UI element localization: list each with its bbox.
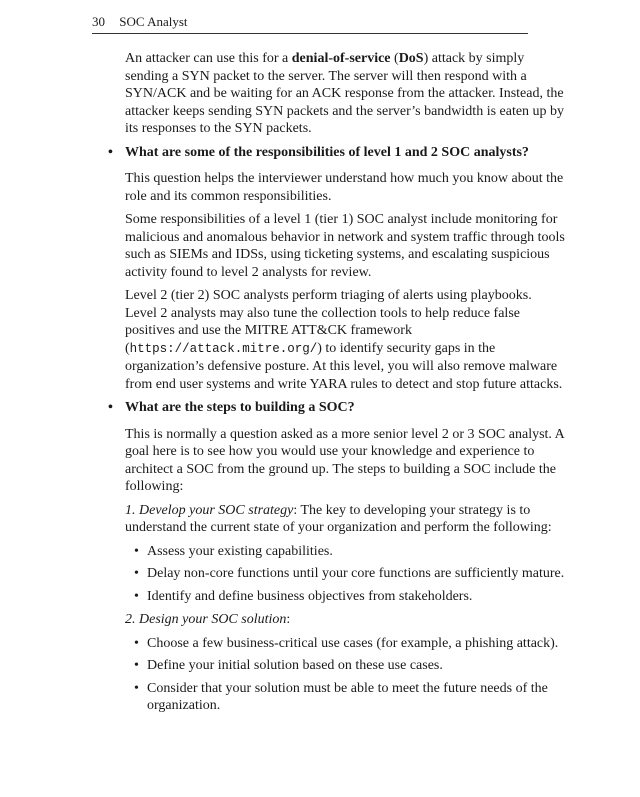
paragraph-dos: An attacker can use this for a denial-of-service (DoS) attack by simply sending a SYN packet to the server. The server will then respond with a SYN/ACK and be waiting for an ACK response from the attacker. Instead, the attacker keeps sending SYN packets and the server’s bandwidth is eaten up by its responses to the SYN packets. [125,51,565,136]
list-item: • Delay non-core functions until your core functions are sufficiently mature. [134,566,565,581]
list-item: • Consider that your solution must be able to meet the future needs of the organization. [134,680,548,713]
page-number: 30 [92,14,105,29]
list-item: • Identify and define business objectives from stakeholders. [134,588,473,604]
step-list [125,543,565,606]
step-list [125,635,565,715]
step-heading: 1. Develop your SOC strategy: The key to developing your strategy is to understand the current state of your organization and perform the following: [125,502,552,535]
question-heading: • What are some of the responsibilities of level 1 and 2 SOC analysts? [108,144,529,160]
bullet: • [108,144,113,160]
paragraph-mitre: Level 2 (tier 2) SOC analysts perform triaging of alerts using playbooks. Level 2 analysts may also tune the collection tools to help reduce false positives and use the MITRE ATT&CK framework (https://attack.mitre.org/) to identify security gaps in the organization’s defensive posture. At this level, you will also remove malware from end user systems and write YARA rules to detect and stop future attacks. [125,288,563,392]
step-heading: 2. Design your SOC solution: [125,612,291,627]
list-item: • Define your initial solution based on these use cases. [134,658,443,673]
running-title: SOC Analyst [119,14,188,29]
running-header [92,14,528,34]
paragraph: Some responsibilities of a level 1 (tier 1) SOC analyst include monitoring for malicious and anomalous behavior in network and system traffic through tools such as SIEMs and IDSs, using ticketing systems, and escalating suspicious activity found to level 2 analysts for review. [125,212,565,280]
bullet: • [108,400,113,415]
question-heading: • What are the steps to building a SOC? [108,400,355,415]
page-body [108,50,565,721]
list-item: • Assess your existing capabilities. [134,543,333,559]
list-item: • Choose a few business-critical use cases (for example, a phishing attack). [134,635,559,651]
paragraph: This question helps the interviewer understand how much you know about the role and its common responsibilities. [125,171,564,204]
paragraph: This is normally a question asked as a more senior level 2 or 3 SOC analyst. A goal here is to see how you would use your knowledge and experience to architect a SOC from the ground up. The steps to building a SOC include the following: [125,426,564,494]
mitre-url[interactable]: https://attack.mitre.org/ [129,341,318,356]
